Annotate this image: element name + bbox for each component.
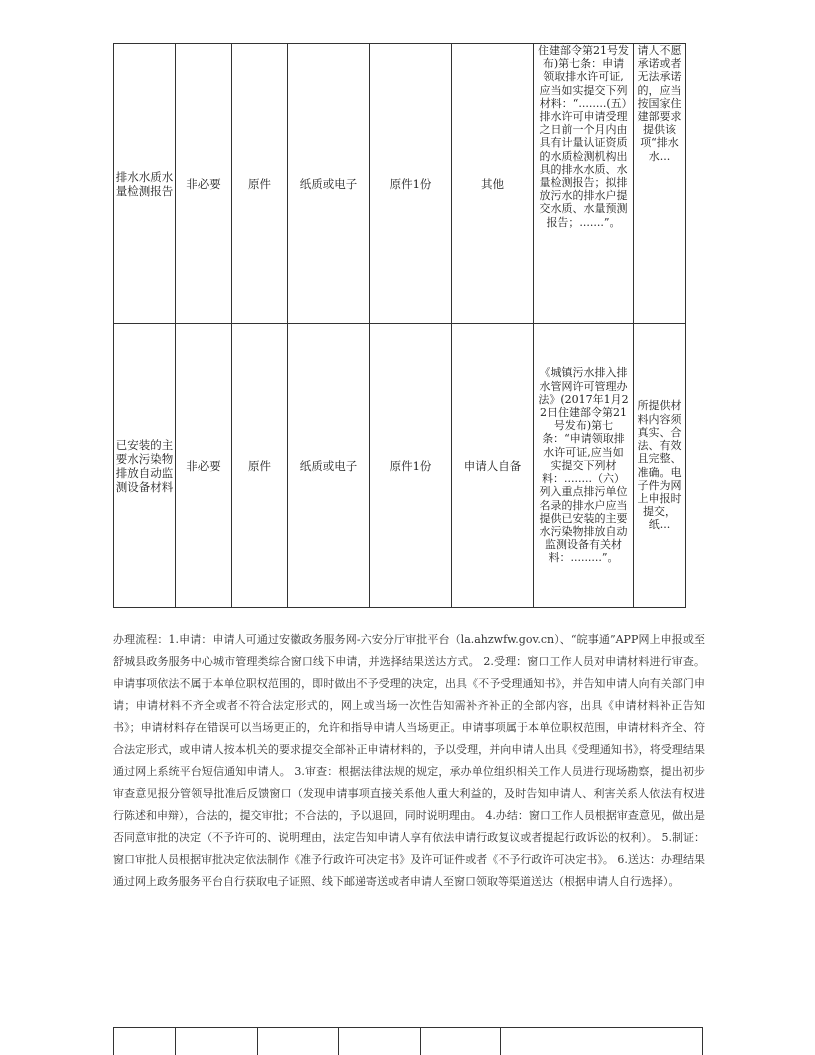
material-medium: 纸质或电子 <box>288 324 370 608</box>
next-table-divider <box>257 1027 258 1055</box>
material-source: 其他 <box>452 44 534 324</box>
table-row <box>114 44 686 324</box>
requirement-text: 所提供材料内容须真实、合法、有效且完整、准确。电子件为网上申报时提交，纸... <box>637 399 682 532</box>
next-table-divider <box>175 1027 176 1055</box>
next-table-top-border <box>113 1027 703 1028</box>
next-table-divider <box>500 1027 501 1055</box>
material-name: 已安装的主要水污染物排放自动监测设备材料 <box>114 324 176 608</box>
material-required: 非必要 <box>176 324 232 608</box>
material-required: 非必要 <box>176 44 232 324</box>
next-table-divider <box>113 1027 114 1055</box>
material-medium: 纸质或电子 <box>288 44 370 324</box>
material-form: 原件 <box>232 44 288 324</box>
next-table-divider <box>702 1027 703 1055</box>
material-requirement <box>634 324 686 608</box>
basis-text: 《城镇污水排入排水管网许可管理办法》(2017年1月22日住建部令第21号发布)第七条：“申请领取排水许可证,应当如实提交下列材料：........（六）列入重点排污单位名录的排水户应当提供已安装的主要水污染物排放自动监测设备有关材料：.........”。 <box>538 366 629 565</box>
basis-text: 住建部令第21号发布)第七条：申请领取排水许可证,应当如实提交下列材料：“........(五）排水许可申请受理之日前一个月内由具有计量认证资质的水质检测机构出具的排水水质、水量检测报告；拟排放污水的排水户提交水质、水量预测报告；.......”。 <box>538 44 629 229</box>
material-copies: 原件1份 <box>370 324 452 608</box>
material-copies: 原件1份 <box>370 44 452 324</box>
material-source: 申请人自备 <box>452 324 534 608</box>
table-row <box>114 324 686 608</box>
material-name: 排水水质水量检测报告 <box>114 44 176 324</box>
material-requirement <box>634 44 686 324</box>
material-basis <box>534 44 634 324</box>
next-table-divider <box>420 1027 421 1055</box>
next-table-divider <box>338 1027 339 1055</box>
material-basis <box>534 324 634 608</box>
requirement-text: 请人不愿承诺或者无法承诺的，应当按国家住建部要求提供该项“排水水... <box>637 44 682 163</box>
materials-table <box>113 43 686 608</box>
material-form: 原件 <box>232 324 288 608</box>
process-description: 办理流程：1.申请：申请人可通过安徽政务服务网-六安分厅审批平台（la.ahzwfw.gov.cn）、“皖事通”APP网上申报或至舒城县政务服务中心城市管理类综合窗口线下申请，并选择结果送达方式。 2.受理：窗口工作人员对申请材料进行审查。申请事项依法不属于本单位职权范围的，即时做出不予受理的决定，出具《不予受理通知书》，并告知申请人向有关部门申请；申请材料不齐全或者不符合法定形式的，网上或当场一次性告知需补齐补正的全部内容，出具《申请材料补正告知书》；申请材料存在错误可以当场更正的，允许和指导申请人当场更正。申请事项属于本单位职权范围，申请材料齐全、符合法定形式，或申请人按本机关的要求提交全部补正申请材料的，予以受理，并向申请人出具《受理通知书》，将受理结果通过网上系统平台短信通知申请人。 3.审查：根据法律法规的规定，承办单位组织相关工作人员进行现场勘察，提出初步审查意见报分管领导批准后反馈窗口（发现申请事项直接关系他人重大利益的，及时告知申请人、利害关系人依法有权进行陈述和申辩），合法的，提交审批；不合法的，予以退回，同时说明理由。 4.办结：窗口工作人员根据审查意见，做出是否同意审批的决定（不予许可的、说明理由，法定告知申请人享有依法申请行政复议或者提起行政诉讼的权利）。 5.制证：窗口审批人员根据审批决定依法制作《准予行政许可决定书》及许可证件或者《不予行政许可决定书》。 6.送达：办理结果通过网上政务服务平台自行获取电子证照、线下邮递寄送或者申请人至窗口领取等渠道送达（根据申请人自行选择）。 <box>113 633 705 888</box>
